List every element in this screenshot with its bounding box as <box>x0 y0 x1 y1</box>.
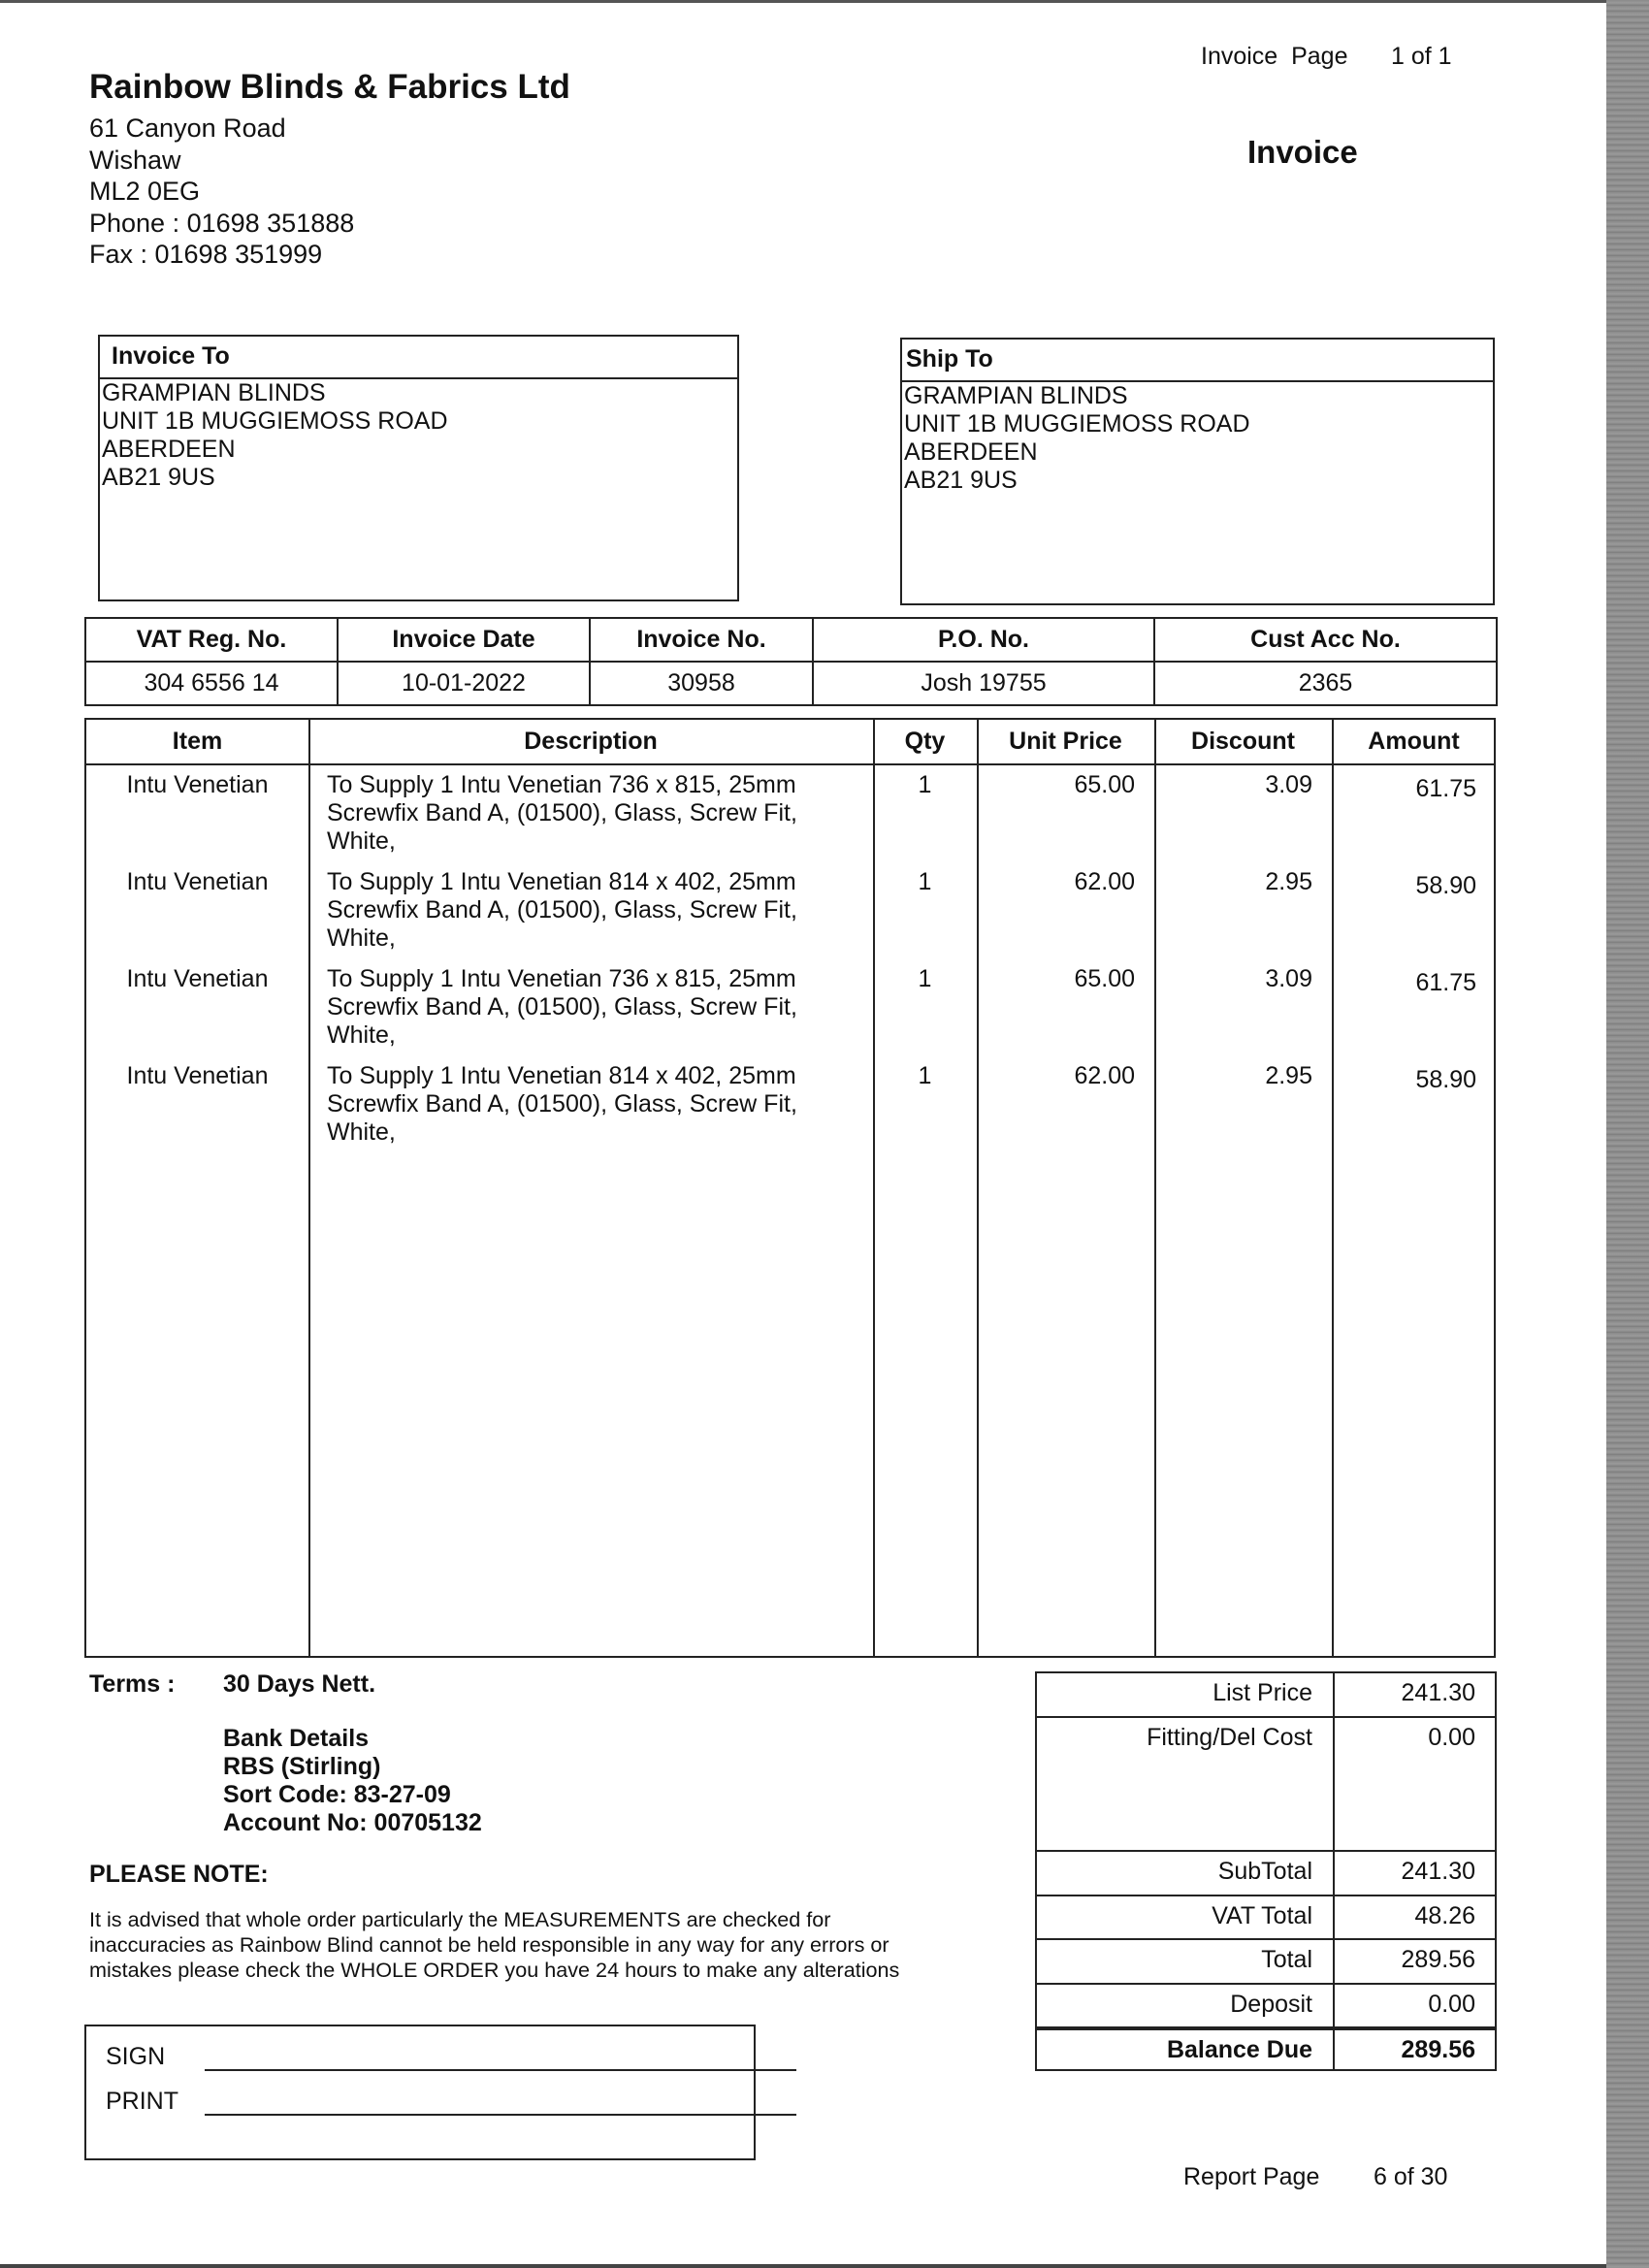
line-items-table <box>84 718 1496 1658</box>
table-row <box>86 1062 1494 1159</box>
table-row <box>86 965 1494 1062</box>
note-line: It is advised that whole order particularly the MEASUREMENTS are checked for <box>89 1907 831 1931</box>
totals-label: List Price <box>1212 1679 1312 1706</box>
description-line: Screwfix Band A, (01500), Glass, Screw Fit, <box>327 993 797 1021</box>
item-column-header: Item <box>172 728 223 755</box>
totals-label: Total <box>1261 1946 1312 1973</box>
item-description <box>327 868 870 953</box>
invoice-date-header: Invoice Date <box>338 618 590 662</box>
ship-to-box <box>900 338 1495 605</box>
item-name: Intu Venetian <box>126 771 269 798</box>
totals-label: VAT Total <box>1212 1902 1312 1929</box>
bank-line: Bank Details <box>223 1725 370 1752</box>
invoice-to-line: AB21 9US <box>102 464 215 491</box>
description-line: White, <box>327 827 396 855</box>
totals-box <box>1035 1671 1497 2071</box>
item-unit-price: 62.00 <box>1074 1062 1135 1089</box>
ship-to-address <box>902 382 1493 495</box>
cust-acc-header: Cust Acc No. <box>1154 618 1497 662</box>
item-name: Intu Venetian <box>126 868 269 895</box>
item-unit-price: 62.00 <box>1074 868 1135 895</box>
totals-label: Fitting/Del Cost <box>1147 1724 1312 1751</box>
totals-row-balance-due <box>1037 2028 1495 2071</box>
totals-label: Deposit <box>1230 1991 1312 2018</box>
description-line: White, <box>327 1118 396 1146</box>
totals-value: 48.26 <box>1414 1902 1475 1929</box>
bank-line: Sort Code: 83-27-09 <box>223 1781 451 1808</box>
description-line: Screwfix Band A, (01500), Glass, Screw Fit, <box>327 799 797 826</box>
po-no-header: P.O. No. <box>813 618 1154 662</box>
totals-row-vat <box>1037 1896 1495 1940</box>
totals-row-subtotal <box>1037 1852 1495 1896</box>
table-row <box>86 771 1494 868</box>
item-discount: 3.09 <box>1265 965 1312 992</box>
totals-value: 241.30 <box>1401 1679 1475 1706</box>
invoice-no-header: Invoice No. <box>590 618 813 662</box>
description-line: White, <box>327 1021 396 1049</box>
items-header-row <box>86 720 1494 765</box>
invoice-to-address <box>100 379 737 492</box>
company-address <box>89 113 354 271</box>
ship-to-line: UNIT 1B MUGGIEMOSS ROAD <box>904 410 1250 437</box>
item-name: Intu Venetian <box>126 965 269 992</box>
totals-value: 241.30 <box>1401 1858 1475 1885</box>
totals-value: 0.00 <box>1428 1991 1475 2018</box>
ship-to-line: AB21 9US <box>904 467 1018 494</box>
totals-value: 0.00 <box>1428 1724 1475 1751</box>
description-line: White, <box>327 924 396 952</box>
terms-label: Terms : <box>89 1670 176 1698</box>
totals-value: 289.56 <box>1401 1946 1475 1973</box>
item-description <box>327 1062 870 1147</box>
note-line: inaccuracies as Rainbow Blind cannot be held responsible in any way for any errors or <box>89 1932 889 1957</box>
vat-reg-value: 304 6556 14 <box>85 662 338 705</box>
totals-label: Balance Due <box>1166 2036 1312 2063</box>
item-name: Intu Venetian <box>126 1062 269 1089</box>
fax-line: Fax : 01698 351999 <box>89 240 323 269</box>
bank-line: Account No: 00705132 <box>223 1809 482 1836</box>
invoice-no-value: 30958 <box>590 662 813 705</box>
item-amount: 58.90 <box>1415 1066 1476 1093</box>
description-line: To Supply 1 Intu Venetian 736 x 815, 25mm <box>327 965 796 992</box>
report-page-label: Report Page <box>1183 2163 1320 2190</box>
item-qty: 1 <box>918 868 932 895</box>
note-line: mistakes please check the WHOLE ORDER you have 24 hours to make any alterations <box>89 1958 900 1982</box>
description-line: To Supply 1 Intu Venetian 814 x 402, 25mm <box>327 868 796 895</box>
item-qty: 1 <box>918 1062 932 1089</box>
invoice-page-value: 1 of 1 <box>1391 43 1452 70</box>
scan-bottom-edge <box>0 2264 1606 2268</box>
report-page-value: 6 of 30 <box>1374 2163 1448 2190</box>
signature-box <box>84 2025 756 2160</box>
item-qty: 1 <box>918 771 932 798</box>
scan-top-edge <box>0 0 1606 3</box>
address-line: Wishaw <box>89 145 181 175</box>
po-no-value: Josh 19755 <box>813 662 1154 705</box>
item-unit-price: 65.00 <box>1074 771 1135 798</box>
item-description <box>327 965 870 1050</box>
totals-row-list-price <box>1037 1673 1495 1718</box>
ship-to-line: GRAMPIAN BLINDS <box>904 382 1128 409</box>
item-amount: 58.90 <box>1415 872 1476 899</box>
document-title: Invoice <box>1247 134 1358 170</box>
company-name: Rainbow Blinds & Fabrics Ltd <box>89 68 570 106</box>
totals-row-fitting <box>1037 1718 1495 1852</box>
scan-right-edge <box>1606 0 1649 2268</box>
description-column-header: Description <box>524 728 658 755</box>
qty-column-header: Qty <box>904 728 946 755</box>
item-qty: 1 <box>918 965 932 992</box>
ship-to-line: ABERDEEN <box>904 438 1038 466</box>
description-line: To Supply 1 Intu Venetian 736 x 815, 25mm <box>327 771 796 798</box>
reference-header-row <box>85 618 1497 662</box>
description-line: Screwfix Band A, (01500), Glass, Screw Fit, <box>327 1090 797 1118</box>
invoice-reference-table <box>84 617 1498 706</box>
print-line[interactable] <box>205 2114 796 2116</box>
item-unit-price: 65.00 <box>1074 965 1135 992</box>
invoice-to-line: UNIT 1B MUGGIEMOSS ROAD <box>102 407 448 435</box>
item-amount: 61.75 <box>1415 969 1476 996</box>
description-line: Screwfix Band A, (01500), Glass, Screw Fit, <box>327 896 797 923</box>
invoice-to-line: ABERDEEN <box>102 436 236 463</box>
address-line: 61 Canyon Road <box>89 113 286 143</box>
totals-row-deposit <box>1037 1985 1495 2028</box>
cust-acc-value: 2365 <box>1154 662 1497 705</box>
item-discount: 2.95 <box>1265 868 1312 895</box>
invoice-date-value: 10-01-2022 <box>338 662 590 705</box>
item-discount: 3.09 <box>1265 771 1312 798</box>
unit-price-column-header: Unit Price <box>1009 728 1122 755</box>
invoice-to-line: GRAMPIAN BLINDS <box>102 379 326 406</box>
phone-line: Phone : 01698 351888 <box>89 208 355 238</box>
table-row <box>86 868 1494 965</box>
vat-reg-header: VAT Reg. No. <box>85 618 338 662</box>
note-text <box>89 1907 982 1983</box>
totals-label: SubTotal <box>1217 1858 1312 1885</box>
item-amount: 61.75 <box>1415 775 1476 802</box>
item-description <box>327 771 870 856</box>
sign-line[interactable] <box>205 2069 796 2071</box>
ship-to-label: Ship To <box>902 340 1493 382</box>
invoice-to-box <box>98 335 739 601</box>
discount-column-header: Discount <box>1191 728 1295 755</box>
totals-value: 289.56 <box>1401 2036 1475 2063</box>
bank-details <box>223 1725 482 1837</box>
print-label: PRINT <box>106 2088 178 2115</box>
reference-value-row <box>85 662 1497 705</box>
bank-line: RBS (Stirling) <box>223 1753 381 1780</box>
note-title: PLEASE NOTE: <box>89 1861 269 1888</box>
terms-value: 30 Days Nett. <box>223 1670 376 1698</box>
address-line: ML2 0EG <box>89 177 201 206</box>
totals-row-total <box>1037 1940 1495 1985</box>
amount-column-header: Amount <box>1368 728 1460 755</box>
invoice-page-label: Invoice Page <box>1201 43 1348 70</box>
invoice-to-label: Invoice To <box>100 337 737 379</box>
item-discount: 2.95 <box>1265 1062 1312 1089</box>
sign-label: SIGN <box>106 2043 166 2070</box>
description-line: To Supply 1 Intu Venetian 814 x 402, 25mm <box>327 1062 796 1089</box>
